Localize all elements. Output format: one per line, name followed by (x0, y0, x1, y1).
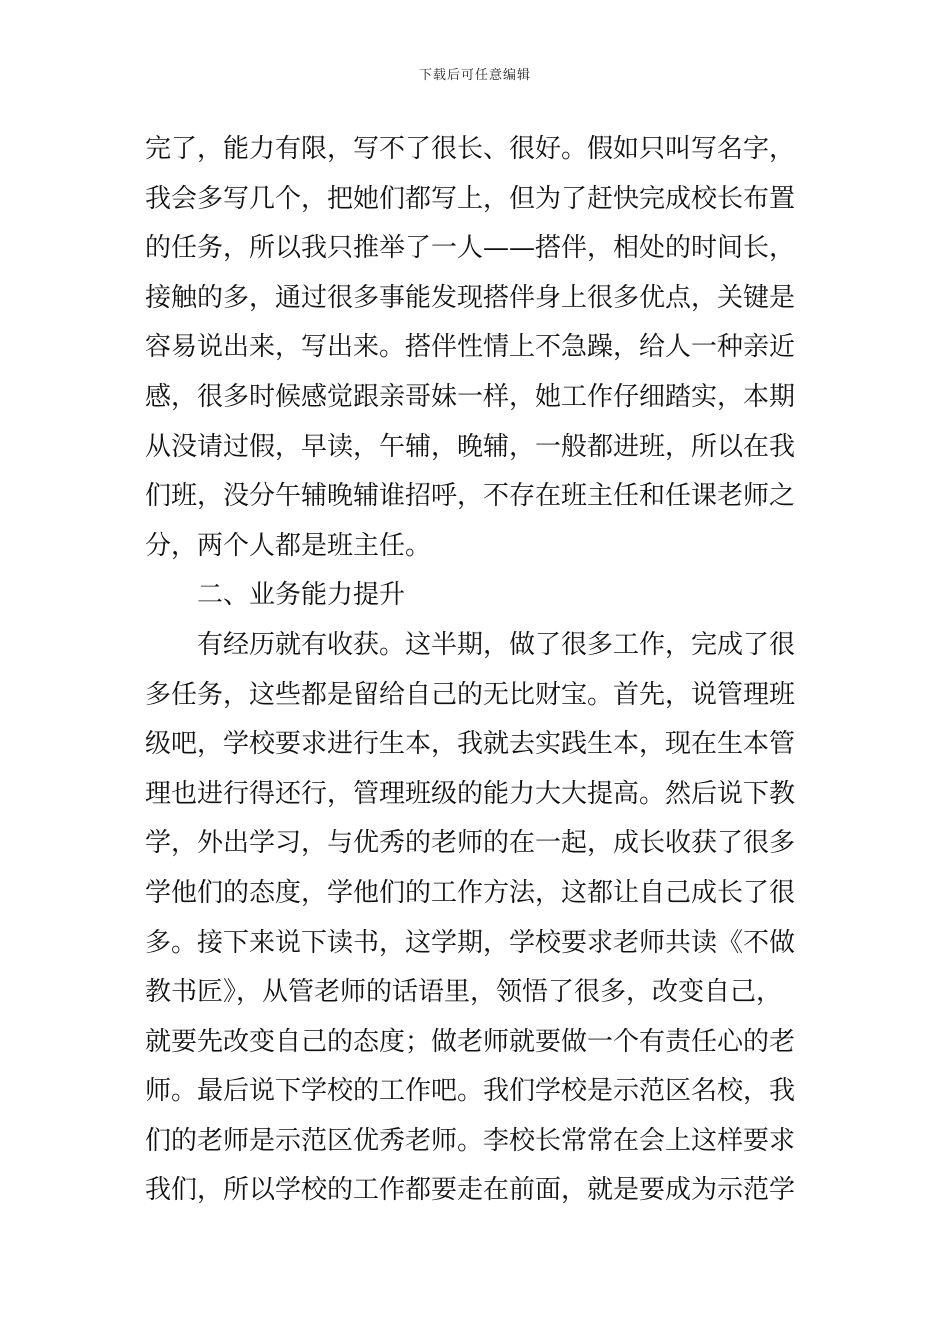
paragraph-first-line: 有经历就有收获。这半期，做了很多工作，完成了很 (197, 629, 796, 660)
section-heading: 二、业务能力提升 (197, 580, 406, 611)
text-line: 感，很多时候感觉跟亲哥妹一样，她工作仔细踏实，本期 (145, 381, 796, 412)
text-line: 师。最后说下学校的工作吧。我们学校是示范区名校，我 (145, 1076, 796, 1107)
text-line: 多任务，这些都是留给自己的无比财宝。首先，说管理班 (145, 679, 796, 710)
text-line: 我会多写几个，把她们都写上，但为了赶快完成校长布置 (145, 183, 796, 214)
body-text (145, 125, 810, 1216)
text-line: 们的老师是示范区优秀老师。李校长常常在会上这样要求 (145, 1125, 796, 1156)
text-line: 我们，所以学校的工作都要走在前面，就是要成为示范学 (145, 1175, 796, 1206)
text-line: 容易说出来，写出来。搭伴性情上不急躁，给人一种亲近 (145, 332, 796, 363)
page-header: 下载后可任意编辑 (418, 68, 531, 83)
text-line: 分，两个人都是班主任。 (145, 530, 432, 561)
text-line: 多。接下来说下读书，这学期，学校要求老师共读《不做 (145, 927, 796, 958)
text-line: 接触的多，通过很多事能发现搭伴身上很多优点，关键是 (145, 282, 796, 313)
text-line: 理也进行得还行，管理班级的能力大大提高。然后说下教 (145, 778, 796, 809)
text-line: 教书匠》，从管老师的话语里，领悟了很多，改变自己， (145, 977, 783, 1008)
text-line: 们班，没分午辅晚辅谁招呼，不存在班主任和任课老师之 (145, 481, 796, 512)
text-line: 学他们的态度，学他们的工作方法，这都让自己成长了很 (145, 877, 796, 908)
text-line: 完了，能力有限，写不了很长、很好。假如只叫写名字， (145, 134, 796, 164)
text-line: 的任务，所以我只推举了一人——搭伴，相处的时间长， (145, 233, 796, 264)
text-line: 从没请过假，早读，午辅，晚辅，一般都进班，所以在我 (145, 431, 796, 462)
text-line: 学，外出学习，与优秀的老师的在一起，成长收获了很多 (145, 828, 796, 859)
text-line: 级吧，学校要求进行生本，我就去实践生本，现在生本管 (145, 729, 796, 760)
text-line: 就要先改变自己的态度；做老师就要做一个有责任心的老 (145, 1026, 796, 1057)
